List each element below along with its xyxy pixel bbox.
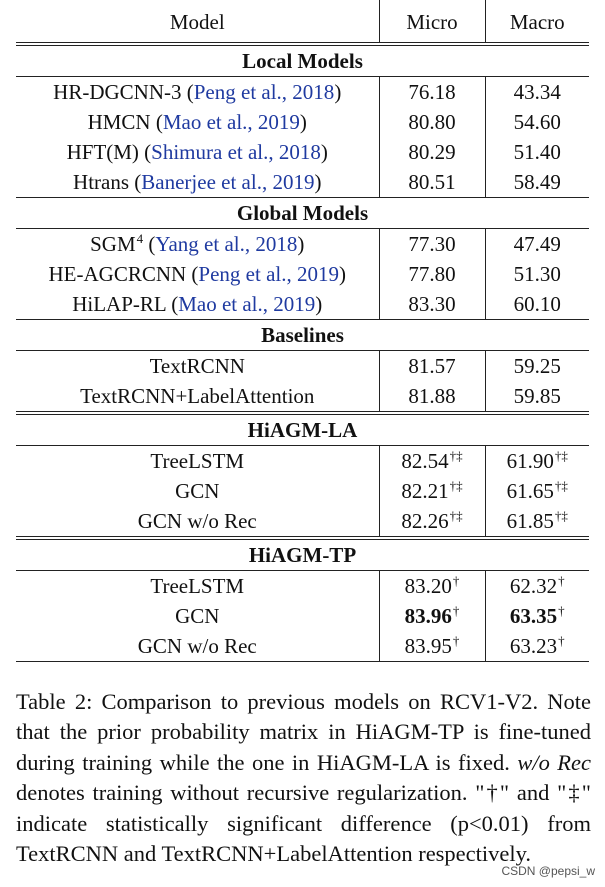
model-cell: GCN — [16, 476, 379, 506]
section-hiagm-la — [16, 413, 589, 446]
table-row — [16, 229, 589, 260]
score-value: 83.20 — [404, 574, 452, 598]
model-cell — [16, 229, 379, 260]
model-cell: TreeLSTM — [16, 571, 379, 602]
micro-cell — [379, 571, 485, 602]
paren: ) — [320, 140, 328, 164]
paren: ) — [299, 110, 307, 134]
section-global-models — [16, 198, 589, 229]
model-cell — [16, 77, 379, 108]
significance-mark: †‡ — [554, 478, 568, 493]
macro-cell — [485, 446, 589, 477]
table-row — [16, 571, 589, 602]
micro-cell: 83.30 — [379, 289, 485, 320]
table-row — [16, 506, 589, 538]
citation-link[interactable]: Banerjee et al., 2019 — [141, 170, 315, 194]
score-value: 61.85 — [506, 509, 554, 533]
best-score-value: 63.35 — [509, 604, 558, 628]
macro-cell: 60.10 — [513, 292, 561, 316]
section-title: Global Models — [16, 198, 589, 229]
model-name: Htrans ( — [73, 170, 142, 194]
section-title: Local Models — [16, 44, 589, 77]
significance-mark: † — [452, 603, 460, 618]
table-row — [16, 381, 589, 413]
model-cell: GCN — [16, 601, 379, 631]
macro-cell — [485, 601, 589, 631]
model-name: SGM — [90, 232, 136, 256]
significance-mark: †‡ — [554, 508, 568, 523]
table-caption — [16, 687, 591, 870]
micro-cell: 80.29 — [379, 137, 485, 167]
score-value: 83.95 — [404, 634, 452, 658]
header-micro: Micro — [379, 0, 485, 44]
macro-cell: 51.40 — [513, 140, 561, 164]
macro-cell: 58.49 — [513, 170, 561, 194]
significance-mark: †‡ — [554, 448, 568, 463]
model-cell — [16, 289, 379, 320]
macro-cell: 59.25 — [513, 354, 561, 378]
section-baselines — [16, 320, 589, 351]
header-macro: Macro — [485, 0, 589, 44]
model-cell: GCN w/o Rec — [16, 631, 379, 662]
section-title: HiAGM-TP — [16, 538, 589, 571]
caption-text: Table 2: Comparison to previous models on RCV1-V2. Note that the prior probability matrix in HiAGM-TP is fine-tuned during training while the one in HiAGM-LA is fixed. — [16, 688, 591, 775]
macro-cell: 43.34 — [513, 80, 561, 104]
comparison-table — [16, 0, 589, 662]
citation-link[interactable]: Mao et al., 2019 — [162, 110, 300, 134]
macro-cell — [485, 631, 589, 662]
table-row — [16, 289, 589, 320]
micro-cell: 81.88 — [379, 381, 485, 413]
table-row — [16, 137, 589, 167]
model-name: HR-DGCNN-3 ( — [53, 80, 194, 104]
model-cell — [16, 259, 379, 289]
significance-mark: † — [558, 603, 565, 618]
model-name: HiLAP-RL ( — [72, 292, 179, 316]
table-row — [16, 167, 589, 198]
score-value: 82.26 — [401, 509, 449, 533]
score-value: 62.32 — [509, 574, 558, 598]
table-row — [16, 77, 589, 108]
citation-link[interactable]: Peng et al., 2019 — [198, 262, 339, 286]
model-cell: TextRCNN+LabelAttention — [16, 381, 379, 413]
micro-cell: 80.80 — [379, 107, 485, 137]
macro-cell: 51.30 — [513, 262, 561, 286]
score-value: 63.23 — [509, 634, 558, 658]
significance-mark: †‡ — [449, 478, 463, 493]
micro-cell: 80.51 — [379, 167, 485, 198]
model-cell: TreeLSTM — [16, 446, 379, 477]
macro-cell: 54.60 — [513, 110, 561, 134]
table-row — [16, 107, 589, 137]
citation-link[interactable]: Shimura et al., 2018 — [151, 140, 321, 164]
paren: ) — [334, 80, 342, 104]
paren: ) — [297, 232, 305, 256]
model-name: HFT(M) ( — [66, 140, 152, 164]
section-title: HiAGM-LA — [16, 413, 589, 446]
paren: ( — [143, 232, 156, 256]
model-cell — [16, 137, 379, 167]
macro-cell: 47.49 — [513, 232, 561, 256]
micro-cell — [379, 446, 485, 477]
macro-cell — [485, 506, 589, 538]
table-row — [16, 601, 589, 631]
paren: ) — [315, 292, 323, 316]
caption-text: denotes training without recursive regularization. "†" and "‡" indicate statistically significant difference (p<0.01) from TextRCNN and TextRCNN+LabelAttention respectively. — [16, 780, 591, 866]
table-row — [16, 259, 589, 289]
citation-link[interactable]: Yang et al., 2018 — [155, 232, 298, 256]
model-name: HMCN ( — [87, 110, 163, 134]
micro-cell: 77.80 — [379, 259, 485, 289]
macro-cell — [485, 571, 589, 602]
watermark: CSDN @pepsi_w — [501, 864, 595, 878]
citation-link[interactable]: Mao et al., 2019 — [178, 292, 316, 316]
footnote-mark: 4 — [136, 231, 144, 246]
score-value: 61.65 — [506, 479, 554, 503]
citation-link[interactable]: Peng et al., 2018 — [193, 80, 335, 104]
micro-cell: 77.30 — [379, 229, 485, 260]
significance-mark: † — [452, 573, 460, 588]
best-score-value: 83.96 — [404, 604, 452, 628]
significance-mark: †‡ — [449, 448, 463, 463]
micro-cell — [379, 476, 485, 506]
table-row — [16, 446, 589, 477]
score-value: 82.21 — [401, 479, 449, 503]
model-name: HE-AGCRCNN ( — [48, 262, 199, 286]
section-hiagm-tp — [16, 538, 589, 571]
macro-cell — [485, 476, 589, 506]
table-row — [16, 476, 589, 506]
micro-cell: 76.18 — [379, 77, 485, 108]
micro-cell: 81.57 — [379, 351, 485, 382]
significance-mark: † — [452, 633, 460, 648]
macro-cell: 59.85 — [513, 384, 561, 408]
model-cell — [16, 167, 379, 198]
score-value: 61.90 — [506, 449, 554, 473]
significance-mark: †‡ — [449, 508, 463, 523]
model-cell — [16, 107, 379, 137]
micro-cell — [379, 631, 485, 662]
significance-mark: † — [558, 633, 565, 648]
table-header-row — [16, 0, 589, 44]
section-title: Baselines — [16, 320, 589, 351]
micro-cell — [379, 601, 485, 631]
section-local-models — [16, 44, 589, 77]
model-cell: TextRCNN — [16, 351, 379, 382]
paren: ) — [314, 170, 322, 194]
table-row — [16, 631, 589, 662]
table-row — [16, 351, 589, 382]
header-model: Model — [16, 0, 379, 44]
model-cell: GCN w/o Rec — [16, 506, 379, 538]
caption-emphasis: w/o Rec — [517, 749, 591, 775]
significance-mark: † — [558, 573, 565, 588]
paren: ) — [338, 262, 346, 286]
micro-cell — [379, 506, 485, 538]
score-value: 82.54 — [401, 449, 449, 473]
